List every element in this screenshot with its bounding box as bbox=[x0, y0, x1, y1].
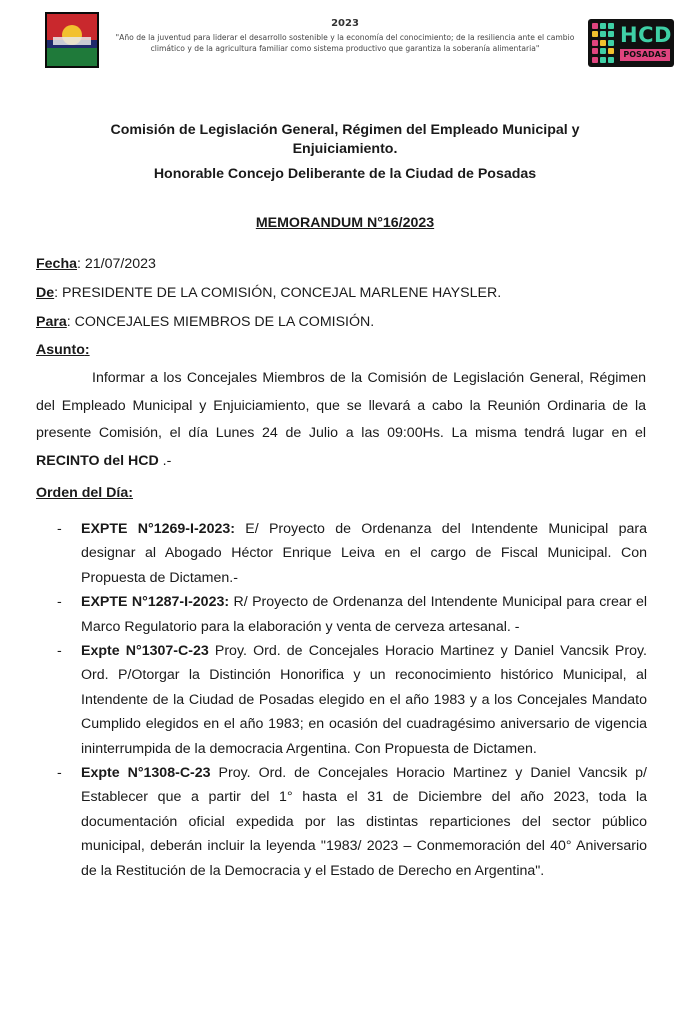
para-value: : CONCEJALES MIEMBROS DE LA COMISIÓN. bbox=[66, 314, 375, 330]
asunto-label: Asunto bbox=[36, 342, 85, 358]
agenda-item-code: EXPTE N°1287-I-2023: bbox=[81, 594, 230, 611]
agenda-item-dash: - bbox=[57, 521, 62, 537]
agenda-item bbox=[57, 639, 647, 761]
agenda-item bbox=[57, 590, 647, 639]
logo-grid-icon bbox=[592, 23, 616, 63]
agenda-item-text: R/ Proyecto de Ordenanza del Intendente Municipal para crear el Marco Regulatorio para la elaboración y venta de cerveza artesanal. - bbox=[81, 594, 647, 635]
logo-posadas-text: POSADAS bbox=[620, 49, 670, 61]
de-value: : PRESIDENTE DE LA COMISIÓN, CONCEJAL MARLENE HAYSLER. bbox=[54, 285, 502, 301]
agenda-item-text: E/ Proyecto de Ordenanza del Intendente Municipal para designar al Abogado Héctor Enrique Leiva en el cargo de Fiscal Municipal. Con Propuesta de Dictamen.- bbox=[81, 521, 647, 586]
agenda-item-dash: - bbox=[57, 765, 62, 782]
field-de bbox=[36, 285, 656, 301]
agenda-title-colon: : bbox=[128, 485, 133, 501]
logo-hcd-text: HCD bbox=[620, 23, 672, 47]
agenda-item-text: Proy. Ord. de Concejales Horacio Martinez y Daniel Vancsik Proy. Ord. P/Otorgar la Distinción Honorifica y un reconocimiento histórico Municipal, al Intendente de la Ciudad de Posadas elegido en el año 1983 y a los Concejales Mandato Cumplido elegidos en el año 1983; en ocasión del cuadragésimo aniversario de vigencia ininterrumpida de la democracia Argentina. Con Propuesta de Dictamen. bbox=[81, 643, 647, 757]
agenda-item bbox=[57, 761, 647, 883]
agenda-item-code: Expte N°1308-C-23 bbox=[81, 765, 211, 782]
agenda-title bbox=[36, 485, 133, 501]
agenda-item-code: EXPTE N°1269-I-2023: bbox=[81, 521, 235, 537]
council-title: Honorable Concejo Deliberante de la Ciudad de Posadas bbox=[153, 166, 537, 182]
memorandum-number: MEMORANDUM N°16/2023 bbox=[255, 215, 435, 231]
field-asunto bbox=[36, 342, 656, 358]
agenda-item-dash: - bbox=[57, 643, 62, 660]
asunto-colon: : bbox=[84, 342, 90, 358]
de-label: De bbox=[36, 285, 55, 301]
subject-end: .- bbox=[158, 452, 172, 469]
hcd-posadas-logo bbox=[588, 19, 674, 67]
fecha-value: : 21/07/2023 bbox=[77, 256, 156, 272]
header-year: 2023 bbox=[331, 18, 359, 29]
municipal-coat-of-arms-logo bbox=[45, 12, 99, 68]
agenda-item-code: Expte N°1307-C-23 bbox=[81, 643, 209, 660]
commission-title: Comisión de Legislación General, Régimen del Empleado Municipal y Enjuiciamiento. bbox=[110, 122, 580, 157]
subject-highlight: RECINTO del HCD bbox=[36, 452, 159, 469]
agenda-title-text: Orden del Día bbox=[36, 485, 129, 501]
agenda-item-dash: - bbox=[57, 594, 62, 611]
field-fecha bbox=[36, 256, 656, 272]
subject-text: Informar a los Concejales Miembros de la Comisión de Legislación General, Régimen del Empleado Municipal y Enjuiciamiento, que se llevará a cabo la Reunión Ordinaria de la presente Comisión, el día Lunes 24 de Julio a las 09:00Hs. La misma tendrá lugar en el bbox=[36, 370, 646, 442]
fecha-label: Fecha bbox=[36, 256, 78, 272]
para-label: Para bbox=[36, 314, 67, 330]
agenda-item bbox=[57, 517, 647, 590]
agenda-list bbox=[57, 517, 647, 883]
header-motto: "Año de la juventud para liderar el desarrollo sostenible y la economía del conocimiento; de la resiliencia ante el cambio climático y de la agricultura familiar como sistema productivo que garantiza la soberanía alimentaria" bbox=[115, 33, 575, 53]
subject-paragraph bbox=[36, 365, 646, 475]
letterhead bbox=[110, 18, 580, 54]
agenda-item-text: Proy. Ord. de Concejales Horacio Martinez y Daniel Vancsik p/ Establecer que a partir del 1° hasta el 31 de Diciembre del año 2023, toda la documentación oficial expedida por las distintas reparticiones del sector público municipal, deberán incluir la leyenda "1983/ 2023 – Conmemoración del 40° Aniversario de la Restitución de la Democracia y el Estado de Derecho en Argentina". bbox=[81, 765, 647, 879]
field-para bbox=[36, 314, 656, 330]
